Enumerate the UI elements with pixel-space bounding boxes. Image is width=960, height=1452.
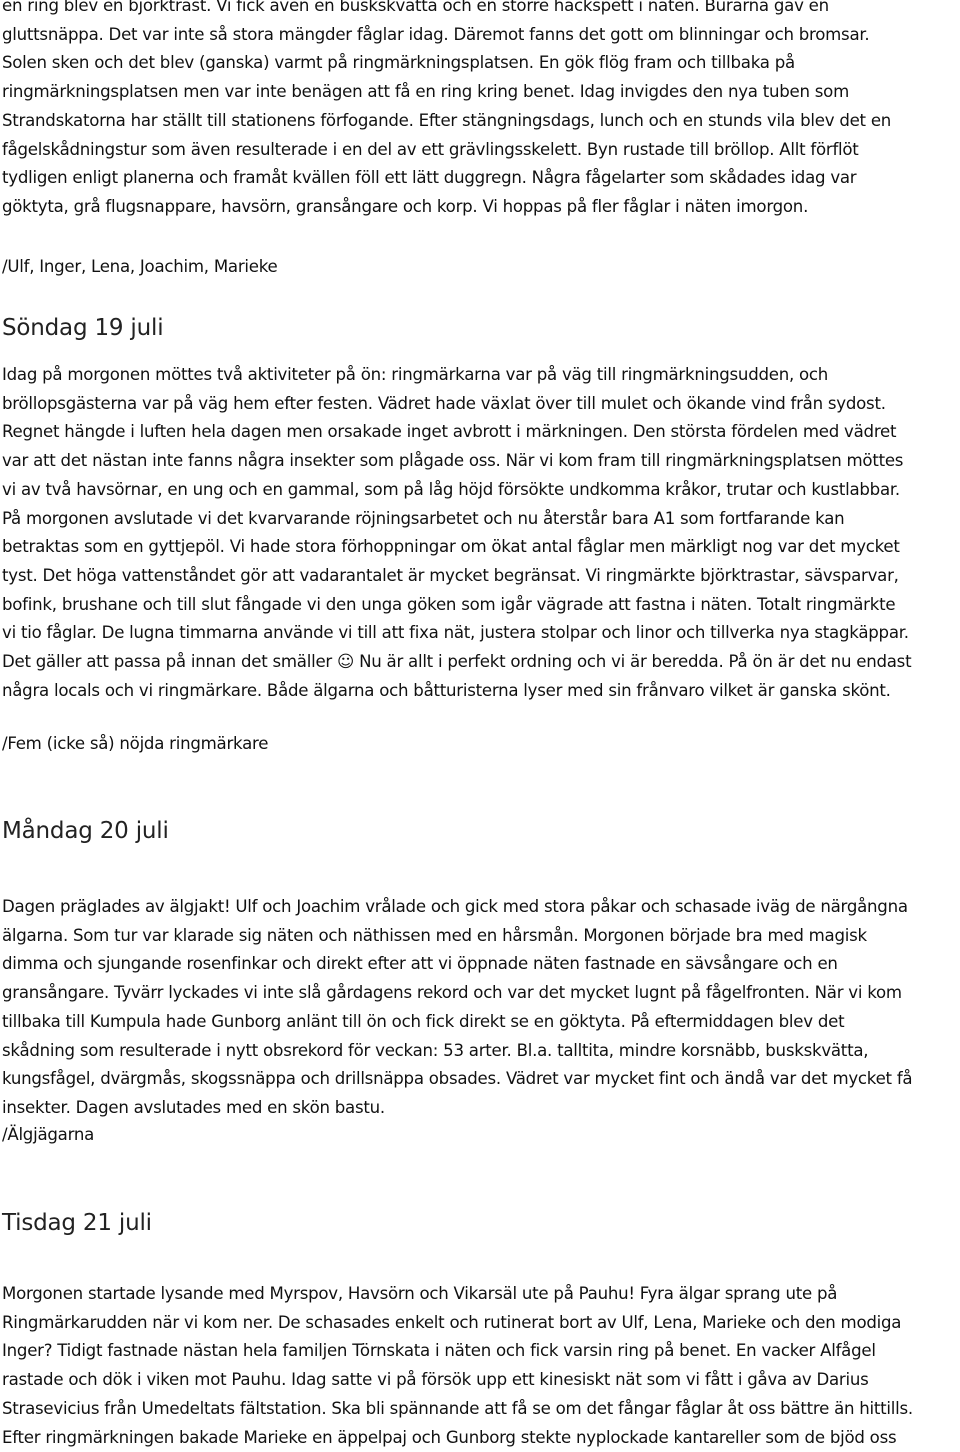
text-line: älgarna. Som tur var klarade sig näten och näthissen med en hårsmån. Morgonen började bra med magisk <box>2 925 867 945</box>
text-line: kungsfågel, dvärgmås, skogssnäppa och drillsnäppa obsades. Vädret var mycket fint och ändå var det mycket få <box>2 1069 913 1089</box>
text-line: fågelskådningstur som även resulterade i en del av ett grävlingsskelett. Byn rustade till bröllop. Allt förflöt <box>2 139 859 159</box>
paragraph-4 <box>2 1280 958 1452</box>
paragraph-1 <box>2 0 958 222</box>
text-line: bofink, brushane och till slut fångade vi den unga göken som igår vägrade att fastna i näten. Totalt ringmärkte <box>2 594 896 614</box>
text-line: Efter ringmärkningen bakade Marieke en äppelpaj och Gunborg stekte nyplockade kantareller som de bjöd oss <box>2 1427 897 1447</box>
text-line: Ringmärkarudden när vi kom ner. De schasades enkelt och rutinerat bort av Ulf, Lena, Marieke och den modiga <box>2 1312 902 1332</box>
text-line: tyst. Det höga vattenståndet gör att vadarantalet är mycket begränsat. Vi ringmärkte björktrastar, sävsparvar, <box>2 565 899 585</box>
text-line: dimma och sjungande rosenfinkar och direkt efter att vi öppnade näten fastnade en sävsångare och en <box>2 954 838 974</box>
text-line: ringmärkningsplatsen men var inte benägen att få en ring kring benet. Idag invigdes den nya tuben som <box>2 82 849 102</box>
text-line: en ring blev en björktrast. Vi fick även en buskskvätta och en större hackspett i näten. Burarna gav en <box>2 0 829 15</box>
text-line: vi tio fåglar. De lugna timmarna använde vi till att fixa nät, justera stolpar och linor och tillverka nya stagkäppar. <box>2 623 909 643</box>
text-line: Strasevicius från Umedeltats fältstation. Ska bli spännande att få se om det fångar fåglar åt oss bättre än hittills. <box>2 1398 913 1418</box>
text-line: bröllopsgästerna var på väg hem efter festen. Vädret hade växlat över till mulet och ökande vind från sydost. <box>2 393 886 413</box>
text-line: Morgonen startade lysande med Myrspov, Havsörn och Vikarsäl ute på Pauhu! Fyra älgar sprang ute på <box>2 1284 838 1303</box>
signature-text: /Ulf, Inger, Lena, Joachim, Marieke <box>2 257 278 276</box>
text-line: tydligen enligt planerna och framåt kvällen föll ett lätt duggregn. Några fågelarter som skådades idag var <box>2 168 857 188</box>
text-line: gransångare. Tyvärr lyckades vi inte slå gårdagens rekord och var det mycket lugnt på fågelfronten. När vi kom <box>2 983 902 1003</box>
text-line: vi av två havsörnar, en ung och en gammal, som på låg höjd försökte undkomma kråkor, trutar och kustlabbar. <box>2 479 900 499</box>
signature-1 <box>2 253 958 282</box>
text-line: gluttsnäppa. Det var inte så stora mängder fåglar idag. Däremot fanns det gott om blinningar och bromsar. <box>2 24 870 44</box>
signature-2 <box>2 730 958 759</box>
text-line: Idag på morgonen möttes två aktiviteter på ön: ringmärkarna var på väg till ringmärkningsudden, och <box>2 365 829 384</box>
text-line: Det gäller att passa på innan det smäller ☺ Nu är allt i perfekt ordning och vi är beredda. På ön är det nu endast <box>2 652 912 672</box>
text-line: Inger? Tidigt fastnade nästan hela familjen Törnskata i näten och fick varsin ring på benet. En vacker Alfågel <box>2 1341 876 1361</box>
text-line: skådning som resulterade i nytt obsrekord för veckan: 53 arter. Bl.a. talltita, mindre korsnäbb, buskskvätta, <box>2 1040 869 1060</box>
signature-text: /Fem (icke så) nöjda ringmärkare <box>2 734 269 753</box>
text-line: På morgonen avslutade vi det kvarvarande röjningsarbetet och nu återstår bara A1 som fortfarande kan <box>2 508 845 528</box>
paragraph-2 <box>2 361 958 705</box>
text-line: göktyta, grå flugsnappare, havsörn, gransångare och korp. Vi hoppas på fler fåglar i näten imorgon. <box>2 196 809 216</box>
text-line: insekter. Dagen avslutades med en skön bastu. <box>2 1097 385 1117</box>
text-line: var att det nästan inte fanns några insekter som plågade oss. När vi kom fram till ringmärkningsplatsen möttes <box>2 451 904 471</box>
text-line: Strandskatorna har ställt till stationens förfogande. Efter stängningsdags, lunch och en stunds vila blev det en <box>2 110 892 130</box>
signature-text: /Älgjägarna <box>2 1125 95 1144</box>
signature-3 <box>2 1121 958 1150</box>
text-line: tillbaka till Kumpula hade Gunborg anlänt till ön och fick direkt se en göktyta. På eftermiddagen blev det <box>2 1011 845 1031</box>
heading-mandag: Måndag 20 juli <box>2 818 169 844</box>
heading-tisdag: Tisdag 21 juli <box>2 1210 152 1236</box>
text-line: Dagen präglades av älgjakt! Ulf och Joachim vrålade och gick med stora påkar och schasade iväg de närgångna <box>2 897 908 916</box>
paragraph-3 <box>2 893 958 1123</box>
text-line: betraktas som en gyttjepöl. Vi hade stora förhoppningar om ökat antal fåglar men märkligt nog var det mycket <box>2 537 900 557</box>
text-line: några locals och vi ringmärkare. Både älgarna och båtturisterna lyser med sin frånvaro vilket är ganska skönt. <box>2 680 891 700</box>
heading-sondag: Söndag 19 juli <box>2 315 164 341</box>
text-line: rastade och dök i viken mot Pauhu. Idag satte vi på försök upp ett kinesiskt nät som vi fått i gåva av Darius <box>2 1370 869 1390</box>
text-line: Solen sken och det blev (ganska) varmt på ringmärkningsplatsen. En gök flög fram och tillbaka på <box>2 53 795 73</box>
text-line: Regnet hängde i luften hela dagen men orsakade inget avbrott i märkningen. Den största fördelen med vädret <box>2 422 897 442</box>
